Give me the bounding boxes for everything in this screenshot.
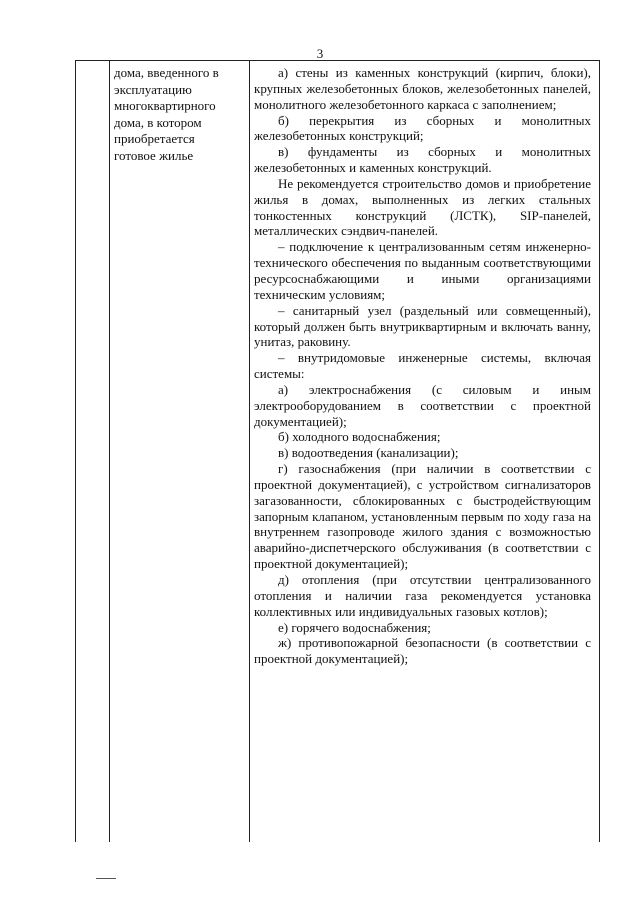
fire-safety-item: ж) противопожарной безопасности (в соответствии с проектной документацией); — [254, 635, 591, 667]
column-divider — [109, 61, 110, 842]
object-type-line: дома, в котором — [114, 114, 202, 130]
object-type-line: эксплуатацию — [114, 81, 192, 97]
walls-requirement: а) стены из каменных конструкций (кирпич, блоки), крупных железобетонных блоков, железобетонных панелей, монолитного железобетонного каркаса с заполнением; — [254, 65, 591, 112]
object-type-line: приобретается — [114, 131, 195, 147]
footer-divider — [96, 878, 116, 879]
object-type-line: многоквартирного — [114, 98, 216, 114]
foundation-requirement: в) фундаменты из сборных и монолитных железобетонных и каменных конструкций. — [254, 144, 591, 176]
gas-supply-item: г) газоснабжения (при наличии в соответствии с проектной документацией), с устройством сигнализаторов загазованности, сблокированных с быстродействующим запорным клапаном, установленным первым по ходу газа на внутреннем газопроводе жилого здания с возможностью аварийно-диспетчерского обслуживания (в соответствии с проектной документацией); — [254, 461, 591, 572]
cold-water-item: б) холодного водоснабжения; — [278, 429, 441, 445]
heating-item: д) отопления (при отсутствии централизованного отопления и наличии газа рекомендуется установка коллективных или индивидуальных газовых котлов); — [254, 572, 591, 619]
object-type-line: дома, введенного в — [114, 65, 219, 80]
column-divider — [249, 61, 250, 842]
hot-water-item: е) горячего водоснабжения; — [278, 619, 431, 635]
not-recommended-note: Не рекомендуется строительство домов и приобретение жилья в домах, выполненных из легких стальных тонкостенных конструкций (ЛСТК), SIP-панелей, металлических сэндвич-панелей. — [254, 175, 591, 239]
utility-connection-requirement: – подключение к централизованным сетям инженерно-технического обеспечения по выданным соответствующими ресурсоснабжающими и иными организациями техническим условиям; — [254, 239, 591, 302]
requirements-cell — [254, 65, 591, 667]
page-number: 3 — [316, 46, 324, 61]
sewerage-item: в) водоотведения (канализации); — [278, 445, 459, 461]
object-type-line: готовое жилье — [114, 147, 194, 163]
floors-requirement: б) перекрытия из сборных и монолитных железобетонных конструкций; — [254, 112, 591, 144]
requirements-table — [75, 60, 600, 842]
electricity-item: а) электроснабжения (с силовым и иным электрооборудованием в соответствии с проектной документацией); — [254, 381, 591, 429]
sanitary-unit-requirement: – санитарный узел (раздельный или совмещенный), который должен быть внутриквартирным и включать ванну, унитаз, раковину. — [254, 302, 591, 350]
engineering-systems-heading: – внутридомовые инженерные системы, включая системы: — [254, 350, 591, 382]
object-type-cell — [114, 65, 247, 165]
